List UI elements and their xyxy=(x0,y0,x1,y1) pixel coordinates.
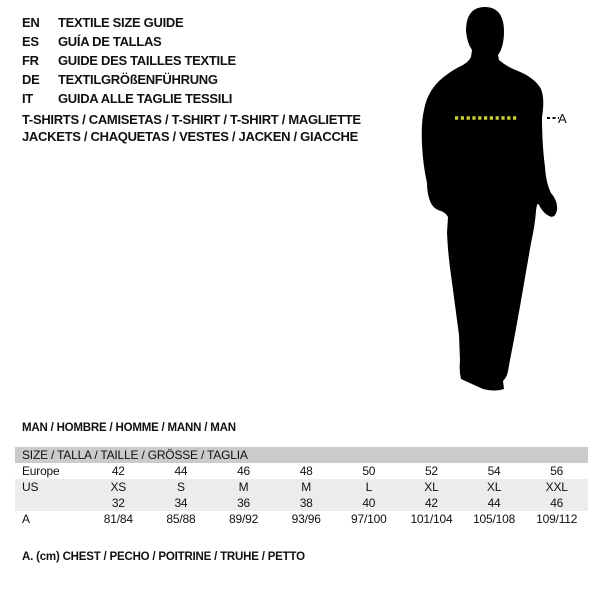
size-value: S xyxy=(177,480,185,494)
language-title-list xyxy=(22,13,236,108)
language-title: GUIDA ALLE TAGLIE TESSILI xyxy=(58,91,233,106)
size-value: XS xyxy=(110,480,127,494)
language-title: TEXTILE SIZE GUIDE xyxy=(58,15,184,30)
size-value: 32 xyxy=(111,496,125,510)
size-value: 38 xyxy=(299,496,313,510)
garment-categories xyxy=(22,111,361,145)
size-value: 97/100 xyxy=(351,512,387,526)
table-row-us-numeric xyxy=(15,495,588,511)
table-row-europe xyxy=(15,463,588,479)
language-title: TEXTILGRÖßENFÜHRUNG xyxy=(58,72,218,87)
size-table-header: SIZE / TALLA / TAILLE / GRÖSSE / TAGLIA xyxy=(15,447,588,463)
size-value: 101/104 xyxy=(410,512,453,526)
row-label: A xyxy=(22,512,30,526)
table-row-chest-cm xyxy=(15,511,588,527)
size-value: 89/92 xyxy=(229,512,259,526)
size-value: 109/112 xyxy=(536,512,578,526)
size-value: 46 xyxy=(237,464,251,478)
language-title: GUÍA DE TALLAS xyxy=(58,34,162,49)
size-value: 34 xyxy=(174,496,188,510)
size-value: 48 xyxy=(299,464,313,478)
size-value: 56 xyxy=(550,464,564,478)
category-line-tshirts: T-SHIRTS / CAMISETAS / T-SHIRT / T-SHIRT / MAGLIETTE xyxy=(22,112,361,127)
size-value: 81/84 xyxy=(103,512,133,526)
language-row xyxy=(22,70,236,89)
measurement-footnote: A. (cm) CHEST / PECHO / POITRINE / TRUHE / PETTO xyxy=(22,551,305,563)
size-value: M xyxy=(238,480,249,494)
measurement-label-a: A xyxy=(558,111,567,126)
size-value: 36 xyxy=(237,496,251,510)
size-value: 40 xyxy=(362,496,376,510)
language-row xyxy=(22,13,236,32)
language-code: DE xyxy=(22,72,40,87)
man-silhouette-figure xyxy=(415,5,565,405)
language-code: IT xyxy=(22,91,33,106)
language-code: EN xyxy=(22,15,40,30)
size-table xyxy=(15,447,588,527)
size-value: 46 xyxy=(550,496,564,510)
size-value: 105/108 xyxy=(473,512,516,526)
language-row xyxy=(22,32,236,51)
size-value: L xyxy=(365,480,373,494)
row-label xyxy=(15,495,87,511)
language-row xyxy=(22,89,236,108)
man-silhouette-icon xyxy=(415,5,565,405)
category-line-jackets: JACKETS / CHAQUETAS / VESTES / JACKEN / GIACCHE xyxy=(22,129,358,144)
table-row-us xyxy=(15,479,588,495)
size-value: M xyxy=(301,480,312,494)
size-value: XXL xyxy=(545,480,568,494)
row-label: Europe xyxy=(22,464,60,478)
size-value: 85/88 xyxy=(166,512,196,526)
size-value: 42 xyxy=(424,496,438,510)
size-value: XL xyxy=(424,480,439,494)
size-value: 54 xyxy=(487,464,501,478)
size-value: 50 xyxy=(362,464,376,478)
row-label: US xyxy=(22,480,39,494)
size-value: 44 xyxy=(174,464,188,478)
size-value: XL xyxy=(486,480,502,494)
size-value: 52 xyxy=(424,464,438,478)
size-value: 42 xyxy=(111,464,125,478)
language-row xyxy=(22,51,236,70)
gender-heading: MAN / HOMBRE / HOMME / MANN / MAN xyxy=(22,422,236,434)
language-title: GUIDE DES TAILLES TEXTILE xyxy=(58,53,236,68)
size-value: 93/96 xyxy=(291,512,321,526)
size-value: 44 xyxy=(487,496,501,510)
language-code: ES xyxy=(22,34,39,49)
language-code: FR xyxy=(22,53,39,68)
